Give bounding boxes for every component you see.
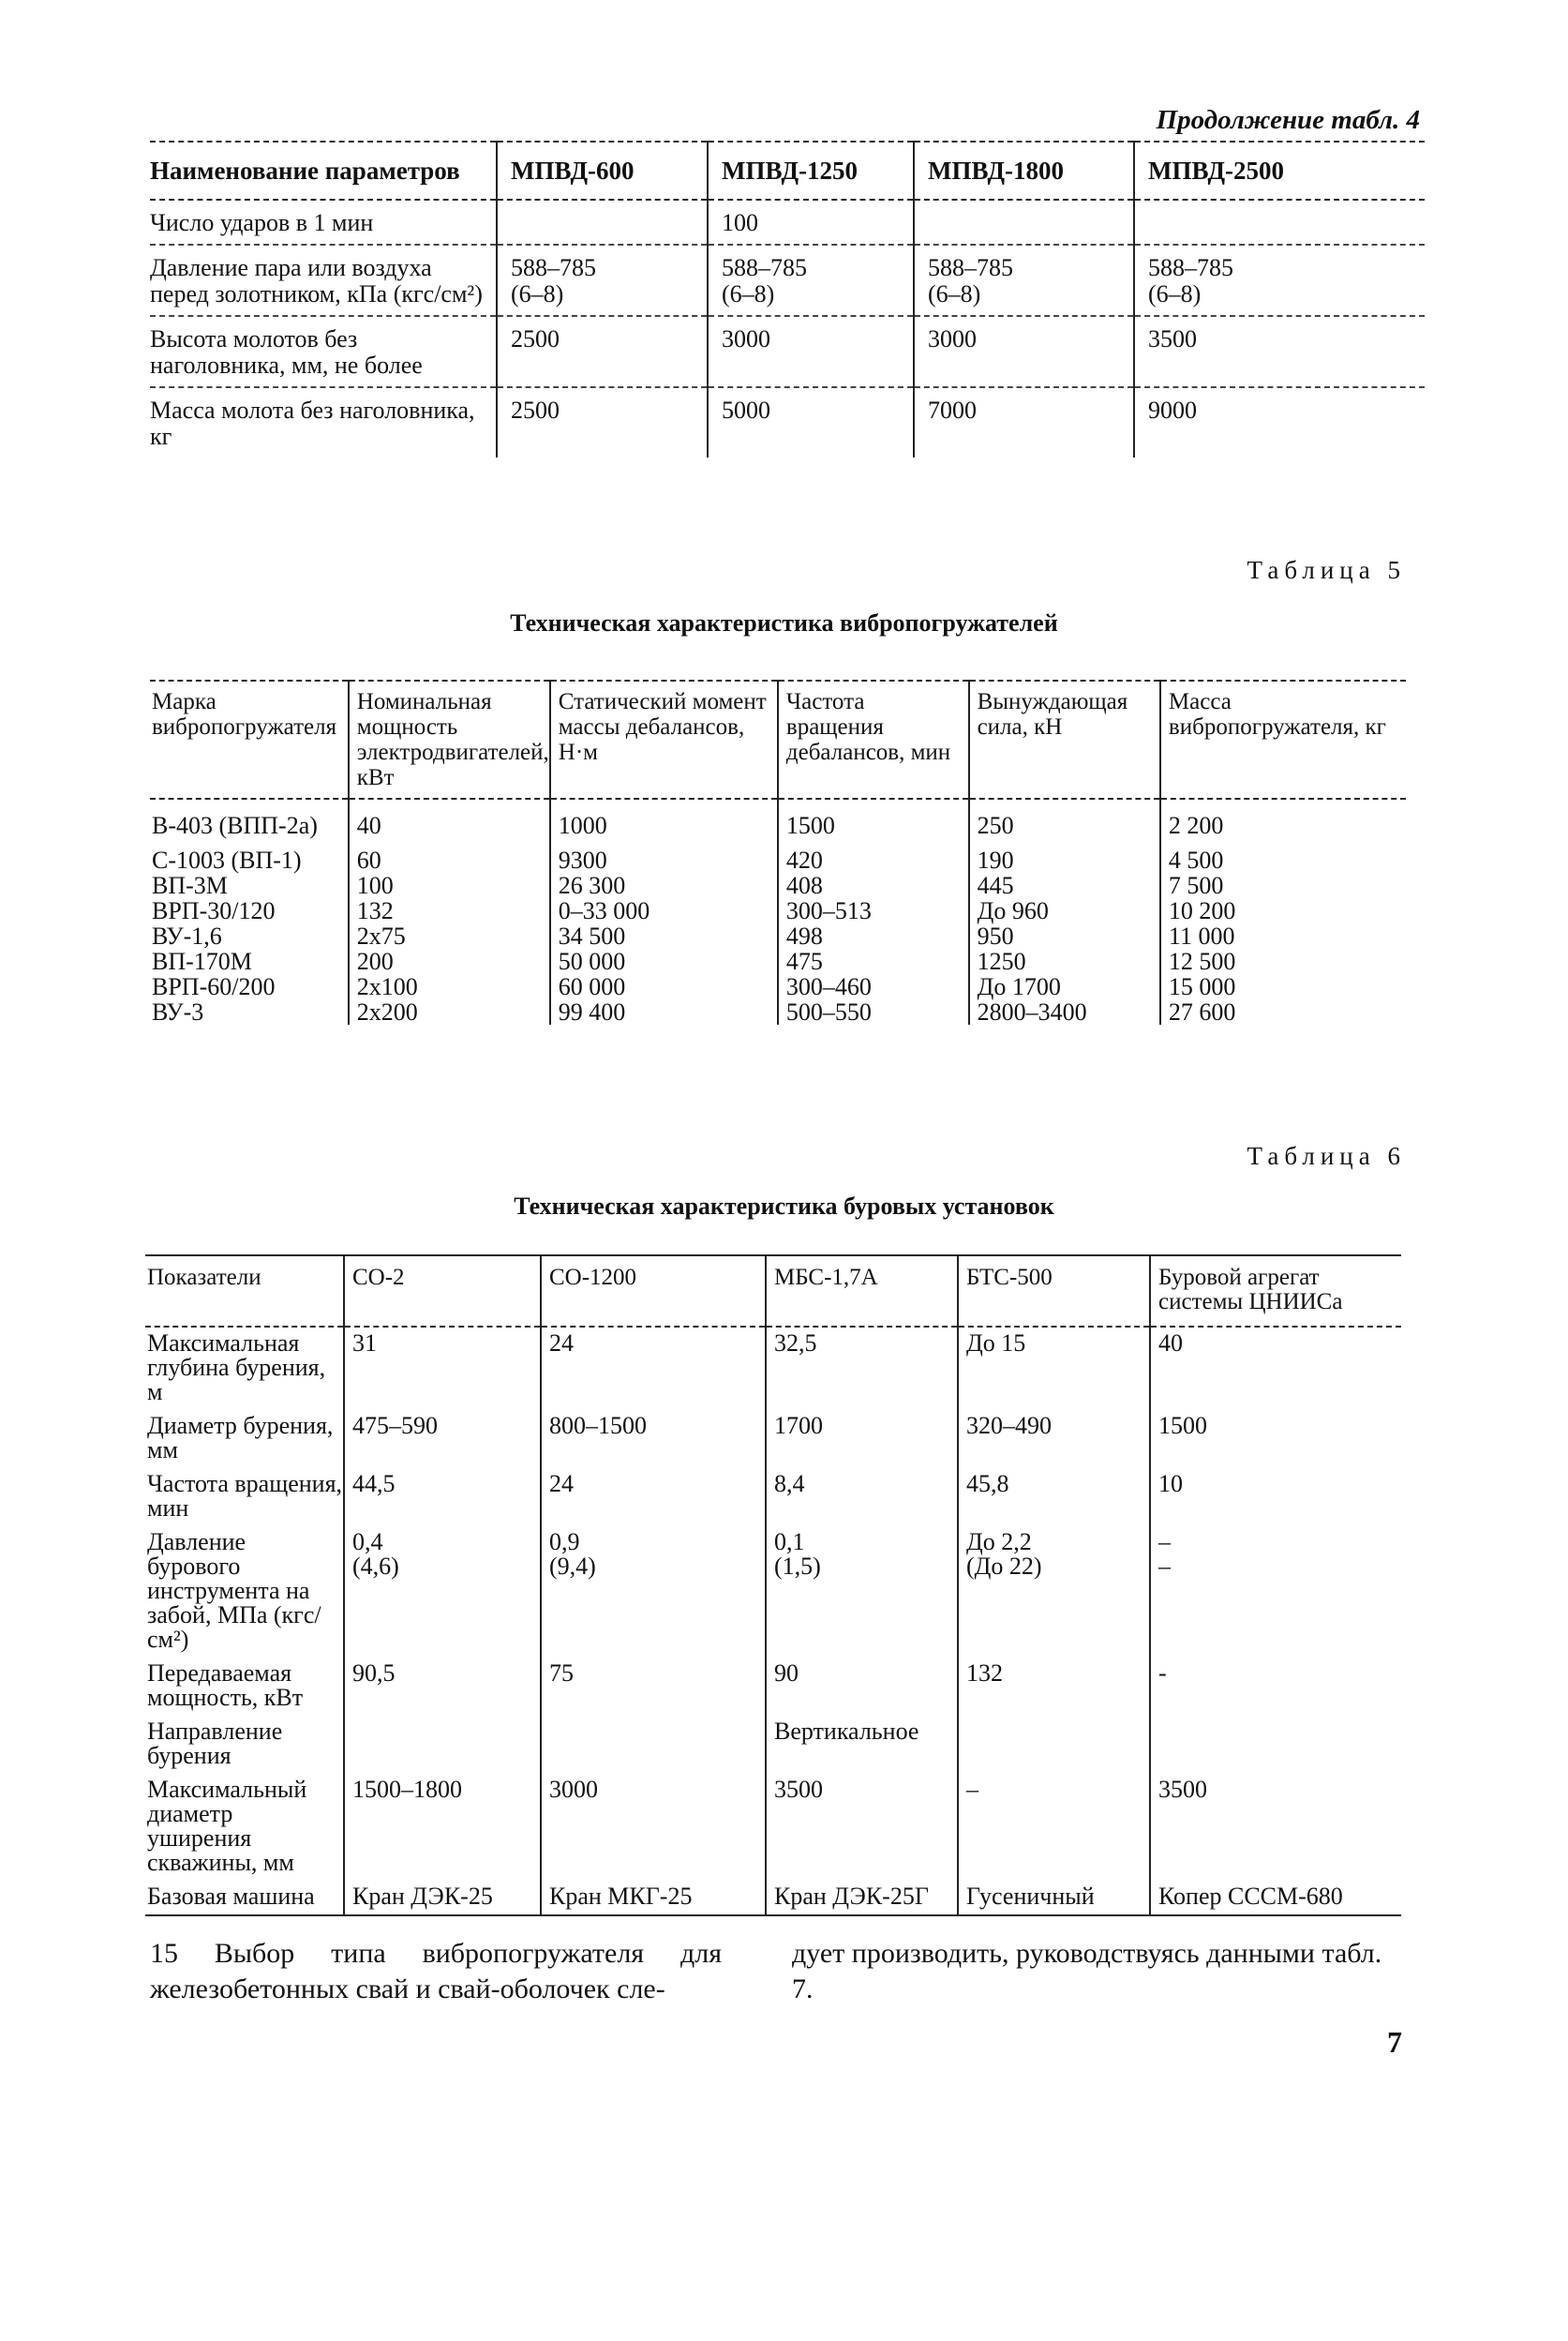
table6-header-cell: БТС-500 xyxy=(958,1255,1150,1327)
table4-header-cell: МПВД-600 xyxy=(497,142,708,200)
table5-header-cell: Вынуждающая сила, кН xyxy=(969,681,1160,799)
table4-cell: 9000 xyxy=(1134,387,1425,458)
table6-cell: 0,4 (4,6) xyxy=(344,1526,541,1658)
table4-cell: 3000 xyxy=(914,316,1134,387)
table6-cell: 0,1 (1,5) xyxy=(766,1526,958,1658)
table6-cell: 45,8 xyxy=(958,1468,1150,1526)
table6-row-label: Передаваемая мощность, кВт xyxy=(147,1659,304,1711)
table6-cell: 3500 xyxy=(766,1774,958,1881)
table6-cell: Гусеничный xyxy=(958,1881,1150,1915)
table5-header-cell: Статический момент массы дебалансов, Н·м xyxy=(550,681,778,799)
table6-cell: – – xyxy=(1150,1526,1401,1658)
table5-header-cell: Марка вибропогружателя xyxy=(150,681,349,799)
table5-row xyxy=(150,923,1406,949)
table4-header-cell: МПВД-2500 xyxy=(1134,142,1425,200)
table5-cell: 100 xyxy=(349,873,550,898)
table6-cell: 320–490 xyxy=(958,1410,1150,1468)
table5-cell: 1500 xyxy=(778,799,969,848)
table6-row xyxy=(145,1716,1401,1774)
table6-cell: 1500–1800 xyxy=(344,1774,541,1881)
table5-row-label: В-403 (ВПП-2а) xyxy=(152,812,318,839)
table6-cell: 31 xyxy=(344,1327,541,1410)
paragraph-left-column: 15 Выбор типа вибропогружателя для железобетонных свай и свай-оболочек сле- xyxy=(150,1938,722,2004)
table6-cell: До 2,2 (До 22) xyxy=(958,1526,1150,1658)
table6-row xyxy=(145,1526,1401,1658)
table5-cell: 4 500 xyxy=(1160,848,1406,873)
table5-cell: 408 xyxy=(778,873,969,898)
table6-row xyxy=(145,1410,1401,1468)
table6-cell: 3500 xyxy=(1150,1774,1401,1881)
table4-cell xyxy=(1134,200,1425,245)
table4-cell: 588–785 (6–8) xyxy=(497,245,708,316)
table6-cell: Кран ДЭК-25 xyxy=(344,1881,541,1915)
table6-cell: Кран ДЭК-25Г xyxy=(766,1881,958,1915)
table6-row-label: Направление бурения xyxy=(147,1718,283,1769)
table6-cell: 10 xyxy=(1150,1468,1401,1526)
paragraph-right-column: дует производить, руководствуясь данными табл. 7. xyxy=(792,1938,1382,2004)
table6-header-cell: СО-1200 xyxy=(541,1255,766,1327)
table5-cell: 1250 xyxy=(969,949,1160,974)
table5-row-label: ВП-170М xyxy=(152,948,252,975)
table6-row-label: Максимальный диаметр уширения скважины, мм xyxy=(147,1776,307,1876)
table6-row xyxy=(145,1774,1401,1881)
table4-cell xyxy=(914,200,1134,245)
page-number: 7 xyxy=(1387,2025,1402,2059)
table5-row xyxy=(150,999,1406,1025)
table6 xyxy=(145,1254,1401,1916)
table4-row xyxy=(150,200,1425,245)
table5-cell: 2х75 xyxy=(349,923,550,949)
table4-cell: 3000 xyxy=(708,316,914,387)
table4 xyxy=(150,141,1425,458)
table4-header-row xyxy=(150,142,1425,200)
table5-cell: 50 000 xyxy=(550,949,778,974)
table6-header-row xyxy=(145,1255,1401,1327)
table5-row xyxy=(150,898,1406,923)
table6-row xyxy=(145,1658,1401,1716)
table6-header-cell: Буровой агрегат системы ЦНИИСа xyxy=(1150,1255,1401,1327)
table4-cell: 100 xyxy=(708,200,914,245)
table6-cell: 800–1500 xyxy=(541,1410,766,1468)
table6-cell: 132 xyxy=(958,1658,1150,1716)
table6-row-label: Диаметр бурения, мм xyxy=(147,1412,334,1463)
table5-cell: 498 xyxy=(778,923,969,949)
table4-row-label: Масса молота без наголовника, кг xyxy=(150,397,475,450)
table5-row-label: ВРП-30/120 xyxy=(152,897,276,924)
table4-cell: 588–785 (6–8) xyxy=(914,245,1134,316)
table5-cell: 500–550 xyxy=(778,999,969,1025)
table5-header-cell: Масса вибропогружателя, кг xyxy=(1160,681,1406,799)
table6-cell: 3000 xyxy=(541,1774,766,1881)
table4-cell: 2500 xyxy=(497,387,708,458)
table6-row-label: Максимальная глубина бурения, м xyxy=(147,1329,326,1405)
table6-row-label: Давление бурового инструмента на забой, МПа (кгс/см²) xyxy=(147,1528,321,1653)
table5-cell: До 1700 xyxy=(969,974,1160,999)
table5-cell: 7 500 xyxy=(1160,873,1406,898)
table5-cell: 12 500 xyxy=(1160,949,1406,974)
table5-header-row xyxy=(150,681,1406,799)
table4-cell: 3500 xyxy=(1134,316,1425,387)
table4-row xyxy=(150,387,1425,458)
table5-cell: 475 xyxy=(778,949,969,974)
table5-cell: 200 xyxy=(349,949,550,974)
table4-row-label: Высота молотов без наголовника, мм, не более xyxy=(150,316,497,387)
table4-row xyxy=(150,245,1425,316)
table4-cell xyxy=(497,200,708,245)
table6-row-label: Базовая машина xyxy=(145,1881,344,1915)
table6-cell: 24 xyxy=(541,1468,766,1526)
table4-row xyxy=(150,316,1425,387)
table4-cell: 7000 xyxy=(914,387,1134,458)
table4-header-cell: МПВД-1800 xyxy=(914,142,1134,200)
table6-cell xyxy=(344,1716,541,1774)
table4-continuation-caption: Продолжение табл. 4 xyxy=(1156,105,1420,135)
table6-number: Таблица 6 xyxy=(1247,1142,1406,1170)
table5-row xyxy=(150,974,1406,999)
table5-cell: 300–460 xyxy=(778,974,969,999)
table6-cell xyxy=(541,1716,766,1774)
table5-title: Техническая характеристика вибропогружателей xyxy=(510,609,1058,637)
table5-cell: 190 xyxy=(969,848,1160,873)
table6-cell xyxy=(958,1716,1150,1774)
table6-row xyxy=(145,1468,1401,1526)
table4-header-cell: Наименование параметров xyxy=(150,142,497,200)
table5-row xyxy=(150,799,1406,848)
table5-header-cell: Номинальная мощность электродвигателей, кВт xyxy=(349,681,550,799)
table6-cell: 75 xyxy=(541,1658,766,1716)
table5-cell: 2 200 xyxy=(1160,799,1406,848)
table6-row xyxy=(145,1881,1401,1915)
table5-cell: 60 xyxy=(349,848,550,873)
table6-header-cell: МБС-1,7А xyxy=(766,1255,958,1327)
table6-header-cell: Показатели xyxy=(145,1255,344,1327)
table6-cell xyxy=(1150,1716,1401,1774)
table5-cell: 445 xyxy=(969,873,1160,898)
table5-cell: 26 300 xyxy=(550,873,778,898)
table6-cell: 32,5 xyxy=(766,1327,958,1410)
table5-row-label: ВП-3М xyxy=(152,872,228,899)
table4-cell: 588–785 (6–8) xyxy=(708,245,914,316)
table5-cell: 0–33 000 xyxy=(550,898,778,923)
table5-cell: 132 xyxy=(349,898,550,923)
table4-row-label: Давление пара или воздуха перед золотником, кПа (кгс/см²) xyxy=(150,245,497,316)
table5-cell: 9300 xyxy=(550,848,778,873)
table5-cell: 250 xyxy=(969,799,1160,848)
table6-header-cell: СО-2 xyxy=(344,1255,541,1327)
table6-cell: 8,4 xyxy=(766,1468,958,1526)
table5-cell: 10 200 xyxy=(1160,898,1406,923)
table4-cell: 588–785 (6–8) xyxy=(1134,245,1425,316)
table5-cell: 1000 xyxy=(550,799,778,848)
table6-cell: 475–590 xyxy=(344,1410,541,1468)
table5-cell: 34 500 xyxy=(550,923,778,949)
table5-cell: 420 xyxy=(778,848,969,873)
table4-cell: 5000 xyxy=(708,387,914,458)
table6-cell: Кран МКГ-25 xyxy=(541,1881,766,1915)
table6-cell: Копер СССМ-680 xyxy=(1150,1881,1401,1915)
table5-cell: 99 400 xyxy=(550,999,778,1025)
table5-row xyxy=(150,848,1406,873)
table5-cell: До 960 xyxy=(969,898,1160,923)
table6-cell: 1500 xyxy=(1150,1410,1401,1468)
table6-title: Техническая характеристика буровых установок xyxy=(514,1193,1054,1220)
table5-header-cell: Частота вращения дебалансов, мин xyxy=(778,681,969,799)
table5-row xyxy=(150,873,1406,898)
table5-cell: 11 000 xyxy=(1160,923,1406,949)
table6-cell: – xyxy=(958,1774,1150,1881)
table6-cell: 0,9 (9,4) xyxy=(541,1526,766,1658)
table5 xyxy=(150,680,1406,1025)
table5-cell: 15 000 xyxy=(1160,974,1406,999)
table5-row-label: ВУ-3 xyxy=(152,998,204,1026)
table5-row-label: ВРП-60/200 xyxy=(152,973,276,1000)
table6-cell: Вертикальное xyxy=(766,1716,958,1774)
table4-header-cell: МПВД-1250 xyxy=(708,142,914,200)
table6-cell: До 15 xyxy=(958,1327,1150,1410)
table5-cell: 2х100 xyxy=(349,974,550,999)
table5-row-label: С-1003 (ВП-1) xyxy=(152,847,302,874)
table5-cell: 950 xyxy=(969,923,1160,949)
table5-cell: 2х200 xyxy=(349,999,550,1025)
table5-row-label: ВУ-1,6 xyxy=(152,923,222,950)
table6-cell: 44,5 xyxy=(344,1468,541,1526)
table5-row xyxy=(150,949,1406,974)
table5-number: Таблица 5 xyxy=(1247,556,1406,584)
table5-cell: 2800–3400 xyxy=(969,999,1160,1025)
table5-cell: 40 xyxy=(349,799,550,848)
table6-row xyxy=(145,1327,1401,1410)
table6-cell: 40 xyxy=(1150,1327,1401,1410)
table6-cell: 24 xyxy=(541,1327,766,1410)
table4-cell: 2500 xyxy=(497,316,708,387)
table6-row-label: Частота вращения, мин xyxy=(147,1470,343,1522)
table5-cell: 27 600 xyxy=(1160,999,1406,1025)
table6-cell: 90,5 xyxy=(344,1658,541,1716)
table5-cell: 60 000 xyxy=(550,974,778,999)
table6-cell: - xyxy=(1150,1658,1401,1716)
table6-cell: 90 xyxy=(766,1658,958,1716)
table6-cell: 1700 xyxy=(766,1410,958,1468)
table5-cell: 300–513 xyxy=(778,898,969,923)
table4-row-label: Число ударов в 1 мин xyxy=(150,200,497,245)
